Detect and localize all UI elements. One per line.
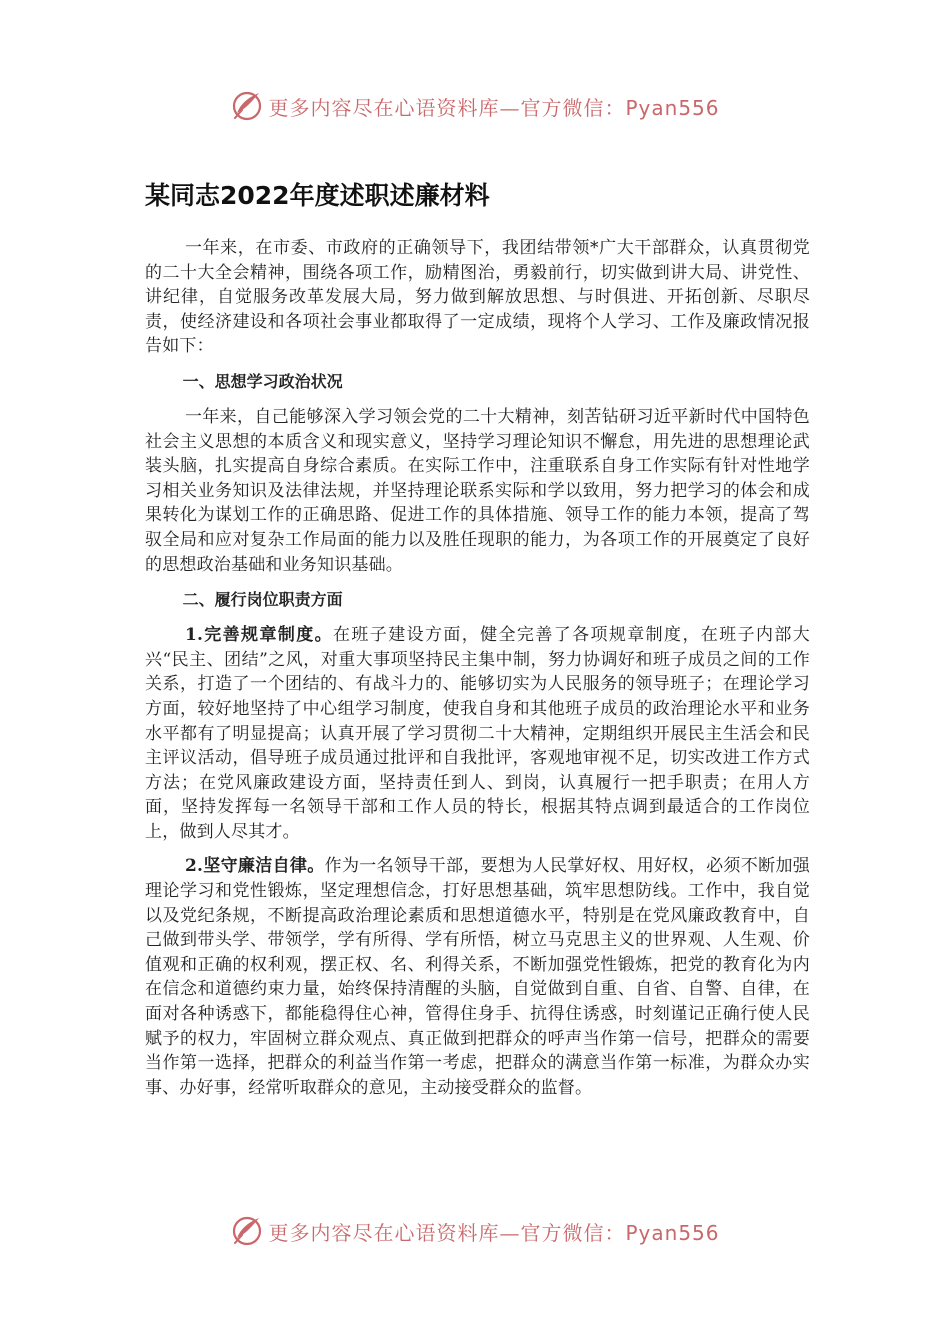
section-2-heading: 二、履行岗位职责方面 — [182, 590, 343, 610]
pen-logo-icon — [230, 1214, 264, 1248]
header-banner-text: 更多内容尽在心语资料库—官方微信：Pyan556 — [268, 95, 720, 120]
item-1-body: 在班子建设方面，健全完善了各项规章制度，在班子内部大兴“民主、团结”之风，对重大事项坚持民主集中制，努力协调好和班子成员之间的工作关系，打造了一个团结的、有战斗力的、能够切实为人民服务的领导班子；在理论学习方面，较好地坚持了中心组学习制度，使我自身和其他班子成员的政治理论水平和业务水平都有了明显提高；认真开展了学习贯彻二十大精神，定期组织开展民主生活会和民主评议活动，倡导班子成员通过批评和自我批评，客观地审视不足，切实改进工作方式方法；在党风廉政建设方面，坚持责任到人、到岗，认真履行一把手职责；在用人方面，坚持发挥每一名领导干部和工作人员的特长，根据其特点调到最适合的工作岗位上，做到人尽其才。 — [145, 625, 810, 842]
document-title: 某同志2022年度述职述廉材料 — [145, 181, 490, 210]
item-2-lead: 2.坚守廉洁自律。 — [184, 856, 325, 877]
pen-logo-icon — [230, 89, 264, 123]
item-2-body: 作为一名领导干部，要想为人民掌好权、用好权，必须不断加强理论学习和党性锻炼，坚定理想信念，打好思想基础，筑牢思想防线。工作中，我自觉以及党纪条规，不断提高政治理论素质和思想道德水平，特别是在党风廉政教育中，自己做到带头学、带领学，学有所得、学有所悟，树立马克思主义的世界观、人生观、价值观和正确的权利观，摆正权、名、利得关系，不断加强党性锻炼，把党的教育化为内在信念和道德约束力量，始终保持清醒的头脑，自觉做到自重、自省、自警、自律，在面对各种诱惑下，都能稳得住心神，管得住身手、抗得住诱惑，时刻谨记正确行使人民赋予的权力，牢固树立群众观点、真正做到把群众的呼声当作第一信号，把群众的需要当作第一选择，把群众的利益当作第一考虑，把群众的满意当作第一标准，为群众办实事、办好事，经常听取群众的意见，主动接受群众的监督。 — [145, 856, 810, 1098]
section-1-heading: 一、思想学习政治状况 — [182, 371, 343, 391]
intro-paragraph: 一年来，在市委、市政府的正确领导下，我团结带领*广大干部群众，认真贯彻党的二十大全会精神，围绕各项工作，励精图治，勇毅前行，切实做到讲大局、讲党性、讲纪律，自觉服务改革发展大局，努力做到解放思想、与时俱进、开拓创新、尽职尽责，使经济建设和各项社会事业都取得了一定成绩，现将个人学习、工作及廉政情况报告如下： — [145, 238, 810, 357]
item-2-paragraph — [145, 854, 810, 1100]
footer-banner — [0, 1209, 950, 1253]
section-1-paragraph: 一年来，自己能够深入学习领会党的二十大精神，刻苦钻研习近平新时代中国特色社会主义思想的本质含义和现实意义，坚持学习理论知识不懈怠，用先进的思想理论武装头脑，扎实提高自身综合素质。在实际工作中，注重联系自身工作实际有针对性地学习相关业务知识及法律法规，并坚持理论联系实际和学以致用，努力把学习的体会和成果转化为谋划工作的正确思路、促进工作的具体措施、领导工作的能力本领，提高了驾驭全局和应对复杂工作局面的能力以及胜任现职的能力，为各项工作的开展奠定了良好的思想政治基础和业务知识基础。 — [145, 406, 810, 575]
item-1-lead: 1.完善规章制度。 — [184, 625, 334, 646]
footer-banner-text: 更多内容尽在心语资料库—官方微信：Pyan556 — [268, 1220, 720, 1245]
document-body — [145, 176, 810, 1110]
header-banner — [0, 84, 950, 128]
item-1-paragraph — [145, 623, 810, 844]
